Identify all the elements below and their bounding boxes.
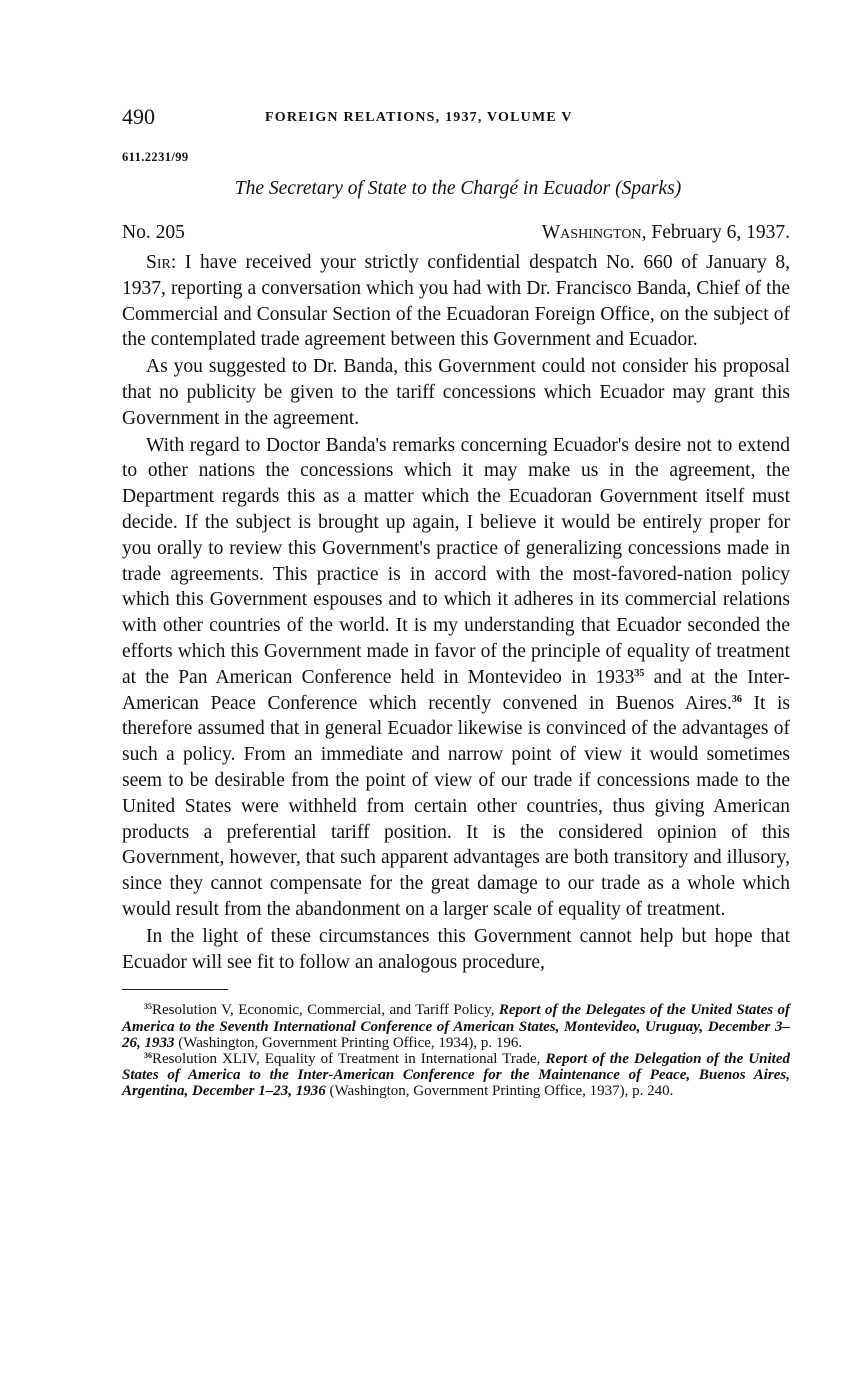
- paragraph-2: As you suggested to Dr. Banda, this Government could not consider his proposal that no publicity be given to the tariff concessions which Ecuador may grant this Government in the agreement.: [122, 356, 790, 429]
- document-page: [122, 104, 790, 1100]
- paragraph-1-text: : I have received your strictly confidential despatch No. 660 of January 8, 1937, reporting a conversation which you had with Dr. Francisco Banda, Chief of the Commercial and Consular Section of the Ecuadoran Foreign Office, on the subject of the contemplated trade agreement between this Government and Ecuador.: [122, 252, 790, 351]
- title-close: ): [674, 178, 682, 199]
- page-header: [122, 104, 790, 134]
- running-head: FOREIGN RELATIONS, 1937, VOLUME V: [265, 110, 573, 125]
- title-text: The Secretary of State to the Chargé in Ecuador (: [234, 178, 622, 199]
- footnote-citation-title: Report of the Delegation of the United States of America to the Inter-American Conference for the Maintenance of Peace, Buenos Aires, Argentina, December 1–23, 1936: [122, 1050, 790, 1100]
- paragraph-3: [122, 433, 790, 923]
- document-title: [122, 178, 790, 200]
- paragraph-3-part-c: It is therefore assumed that in general Ecuador likewise is convinced of the advantages of such a policy. From an immediate and narrow point of view it would sometimes seem to be desirable from the point of view of our trade if concessions made to the United States were withheld from certain other countries, thus giving American products a preferential tariff position. It is the considered opinion of this Government, however, that such apparent advantages are both transitory and illusory, since they cannot compensate for the great damage to our trade as a whole which would result from the abandonment on a larger scale of equality of treatment.: [122, 692, 790, 920]
- letter-body: [122, 250, 790, 975]
- footnote-publication: (Washington, Government Printing Office, 1937), p. 240.: [325, 1083, 674, 1100]
- date: , February 6, 1937.: [641, 222, 790, 243]
- paragraph-3-part-b: and at the Inter-American Peace Conference which recently convened in Buenos Aires.: [122, 666, 791, 714]
- document-number: No. 205: [122, 222, 185, 243]
- title-recipient-name: Sparks: [621, 178, 675, 199]
- paragraph-3-part-a: With regard to Doctor Banda's remarks concerning Ecuador's desire not to extend to other nations the concessions which it may make us in the agreement, the Department regards this as a matter which the Ecuadoran Government itself must decide. If the subject is brought up again, I believe it would be entirely proper for you orally to review this Government's practice of generalizing concessions made in trade agreements. This practice is in accord with the most-favored-nation policy which this Government espouses and to which it adheres in its commercial relations with other countries of the world. It is my understanding that Ecuador seconded the efforts which this Government made in favor of the principle of equality of treatment at the Pan American Conference held in Montevideo in 1933: [122, 434, 790, 688]
- place: Washington: [541, 222, 642, 243]
- footnotes: [122, 1002, 790, 1099]
- footnote-36: [122, 1051, 790, 1100]
- footnote-ref-36[interactable]: 36: [731, 693, 742, 705]
- page-number: 490: [122, 104, 155, 129]
- footnote-divider: [122, 989, 228, 990]
- place-and-date: [542, 222, 790, 244]
- footnote-text: Resolution XLIV, Equality of Treatment in International Trade,: [152, 1050, 546, 1067]
- footnote-marker: 36: [144, 1050, 152, 1060]
- paragraph-4: In the light of these circumstances this Government cannot help but hope that Ecuador will see fit to follow an analogous procedure,: [122, 925, 790, 973]
- footnote-publication: (Washington, Government Printing Office, 1934), p. 196.: [174, 1034, 523, 1051]
- footnote-text: Resolution V, Economic, Commercial, and Tariff Policy,: [152, 1002, 499, 1019]
- footnote-citation-title: Report of the Delegates of the United States of America to the Seventh International Conference of American States, Montevideo, Uruguay, December 3–26, 1933: [122, 1002, 790, 1051]
- footnote-marker: 35: [144, 1002, 152, 1012]
- paragraph-1: [122, 250, 790, 353]
- footnote-ref-35[interactable]: 35: [634, 667, 645, 679]
- file-reference: 611.2231/99: [122, 150, 189, 164]
- salutation: Sir: [146, 252, 171, 273]
- dateline: [122, 222, 790, 248]
- footnote-35: [122, 1002, 790, 1051]
